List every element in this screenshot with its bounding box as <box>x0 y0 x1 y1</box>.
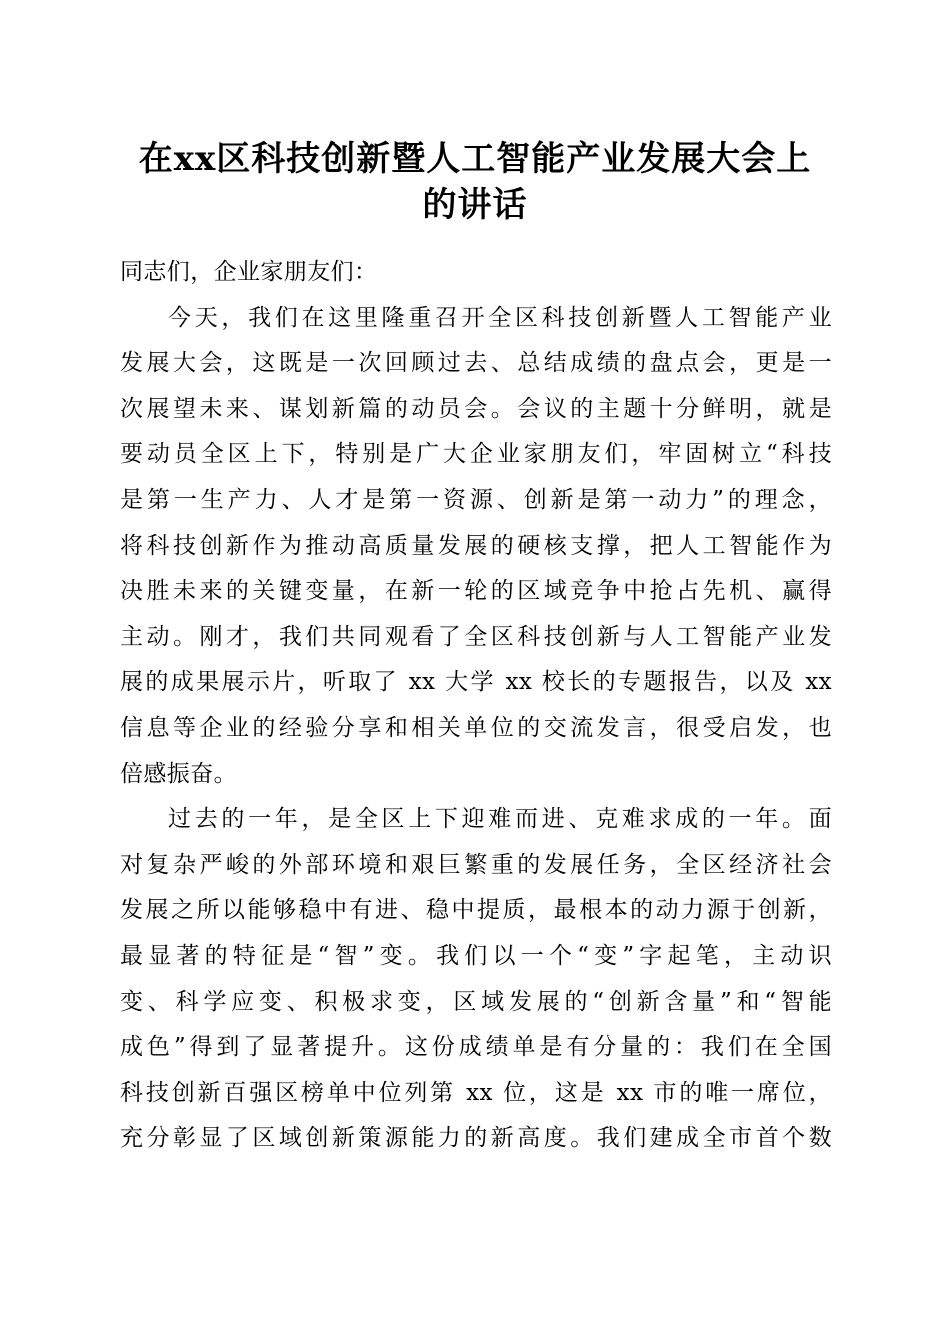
paragraph-line: 最显著的特征是“智”变。我们以一个“变”字起笔，主动识 <box>120 942 832 969</box>
title-line-2: 的讲话 <box>422 185 528 225</box>
paragraph-line: 次展望未来、谋划新篇的动员会。会议的主题十分鲜明，就是 <box>120 395 832 422</box>
paragraph-1 <box>120 296 832 798</box>
paragraph-line: 是第一生产力、人才是第一资源、创新是第一动力”的理念， <box>120 486 832 513</box>
paragraph-line: 成色”得到了显著提升。这份成绩单是有分量的：我们在全国 <box>120 1034 832 1061</box>
paragraph-line: 发展大会，这既是一次回顾过去、总结成绩的盘点会，更是一 <box>120 350 832 377</box>
paragraph-line: 对复杂严峻的外部环境和艰巨繁重的发展任务，全区经济社会 <box>120 851 832 878</box>
salutation: 同志们，企业家朋友们： <box>120 259 378 285</box>
paragraph-line: 今天，我们在这里隆重召开全区科技创新暨人工智能产业 <box>168 304 832 331</box>
document-body <box>120 250 832 1162</box>
paragraph-line: 将科技创新作为推动高质量发展的硬核支撑，把人工智能作为 <box>120 532 832 559</box>
paragraph-2 <box>120 797 832 1162</box>
paragraph-line: 决胜未来的关键变量，在新一轮的区域竞争中抢占先机、赢得 <box>120 578 832 605</box>
document-title <box>110 136 840 228</box>
paragraph-line: 发展之所以能够稳中有进、稳中提质，最根本的动力源于创新， <box>120 897 832 924</box>
paragraph-line: 充分彰显了区域创新策源能力的新高度。我们建成全市首个数 <box>120 1125 832 1152</box>
paragraph-line: 展的成果展示片，听取了 xx 大学 xx 校长的专题报告，以及 xx <box>120 669 832 696</box>
paragraph-line: 过去的一年，是全区上下迎难而进、克难求成的一年。面 <box>168 806 832 833</box>
paragraph-line: 变、科学应变、积极求变，区域发展的“创新含量”和“智能 <box>120 988 832 1015</box>
title-line-1: 在xx区科技创新暨人工智能产业发展大会上 <box>138 139 812 179</box>
paragraph-line: 科技创新百强区榜单中位列第 xx 位，这是 xx 市的唯一席位， <box>120 1079 832 1106</box>
paragraph-line: 倍感振奋。 <box>120 760 237 787</box>
paragraph-line: 信息等企业的经验分享和相关单位的交流发言，很受启发，也 <box>120 714 832 741</box>
paragraph-line: 主动。刚才，我们共同观看了全区科技创新与人工智能产业发 <box>120 623 832 650</box>
paragraph-line: 要动员全区上下，特别是广大企业家朋友们，牢固树立“科技 <box>120 441 832 468</box>
